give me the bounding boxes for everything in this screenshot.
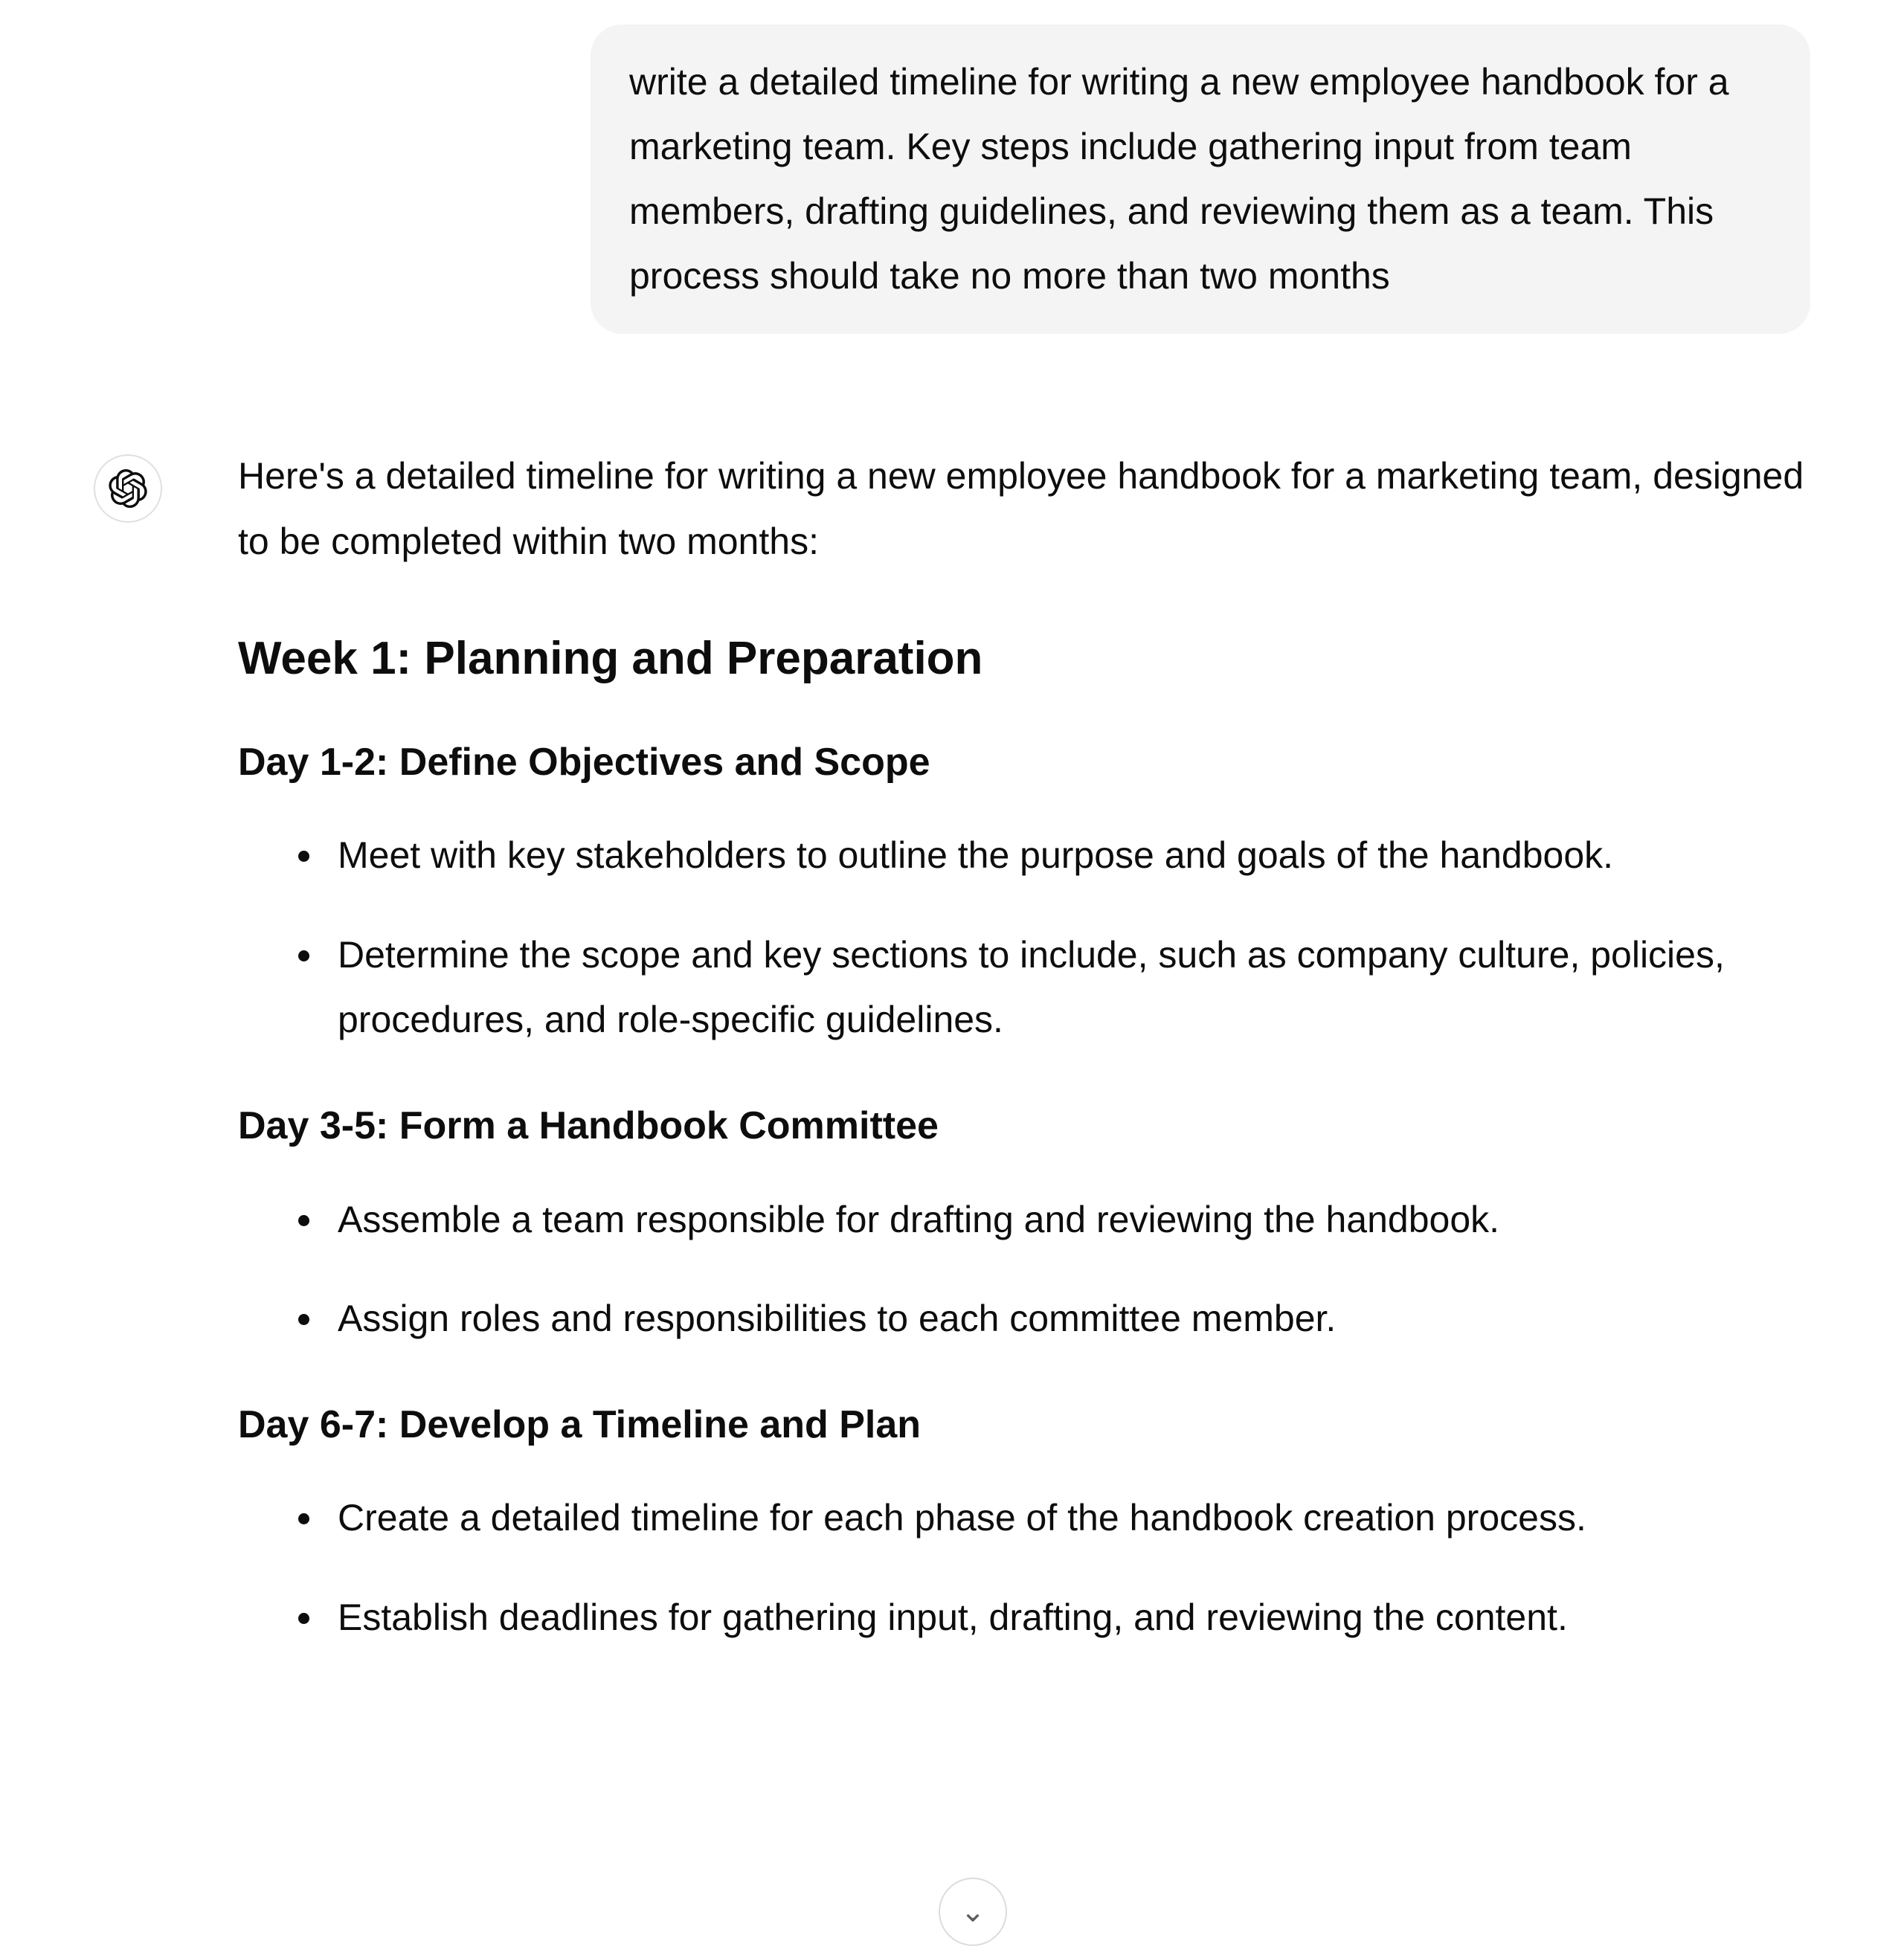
subsection-title-day3-5: Day 3-5: Form a Handbook Committee	[238, 1104, 939, 1147]
section-heading-week1: Week 1: Planning and Preparation	[238, 633, 983, 684]
user-message-bubble: write a detailed timeline for writing a new employee handbook for a marketing team. Key steps include gathering input from team members, drafting guidelines, and reviewing them as a team. This process should take no more than two months	[591, 25, 1810, 334]
subsection-title-day6-7: Day 6-7: Develop a Timeline and Plan	[238, 1402, 922, 1446]
subsection-title-day1-2: Day 1-2: Define Objectives and Scope	[238, 740, 930, 784]
chatgpt-avatar	[94, 454, 162, 523]
bullet-item: • Create a detailed timeline for each phase of the handbook creation process.	[326, 1486, 1810, 1551]
bullet-list-day3-5	[238, 1188, 1810, 1352]
bullet-item: • Meet with key stakeholders to outline the purpose and goals of the handbook.	[326, 823, 1810, 889]
bullet-list-day1-2	[238, 823, 1810, 1053]
openai-logo-icon	[109, 469, 147, 508]
bullet-item: • Establish deadlines for gathering input, drafting, and reviewing the content.	[326, 1585, 1810, 1651]
assistant-intro-paragraph: Here's a detailed timeline for writing a new employee handbook for a marketing team, designed to be completed within two months:	[238, 455, 1804, 562]
bullet-item: • Assemble a team responsible for drafting and reviewing the handbook.	[326, 1188, 1810, 1253]
bullet-item: • Assign roles and responsibilities to each committee member.	[326, 1286, 1810, 1352]
assistant-message-row	[94, 444, 1810, 1650]
user-message-row	[94, 25, 1810, 334]
bullet-list-day6-7	[238, 1486, 1810, 1650]
scroll-to-bottom-button[interactable]	[939, 1878, 1007, 1946]
chevron-down-icon: ⌄	[960, 1895, 985, 1928]
assistant-message-content	[238, 444, 1810, 1650]
bullet-item: • Determine the scope and key sections to include, such as company culture, policies, procedures, and role-specific guidelines.	[326, 923, 1810, 1053]
